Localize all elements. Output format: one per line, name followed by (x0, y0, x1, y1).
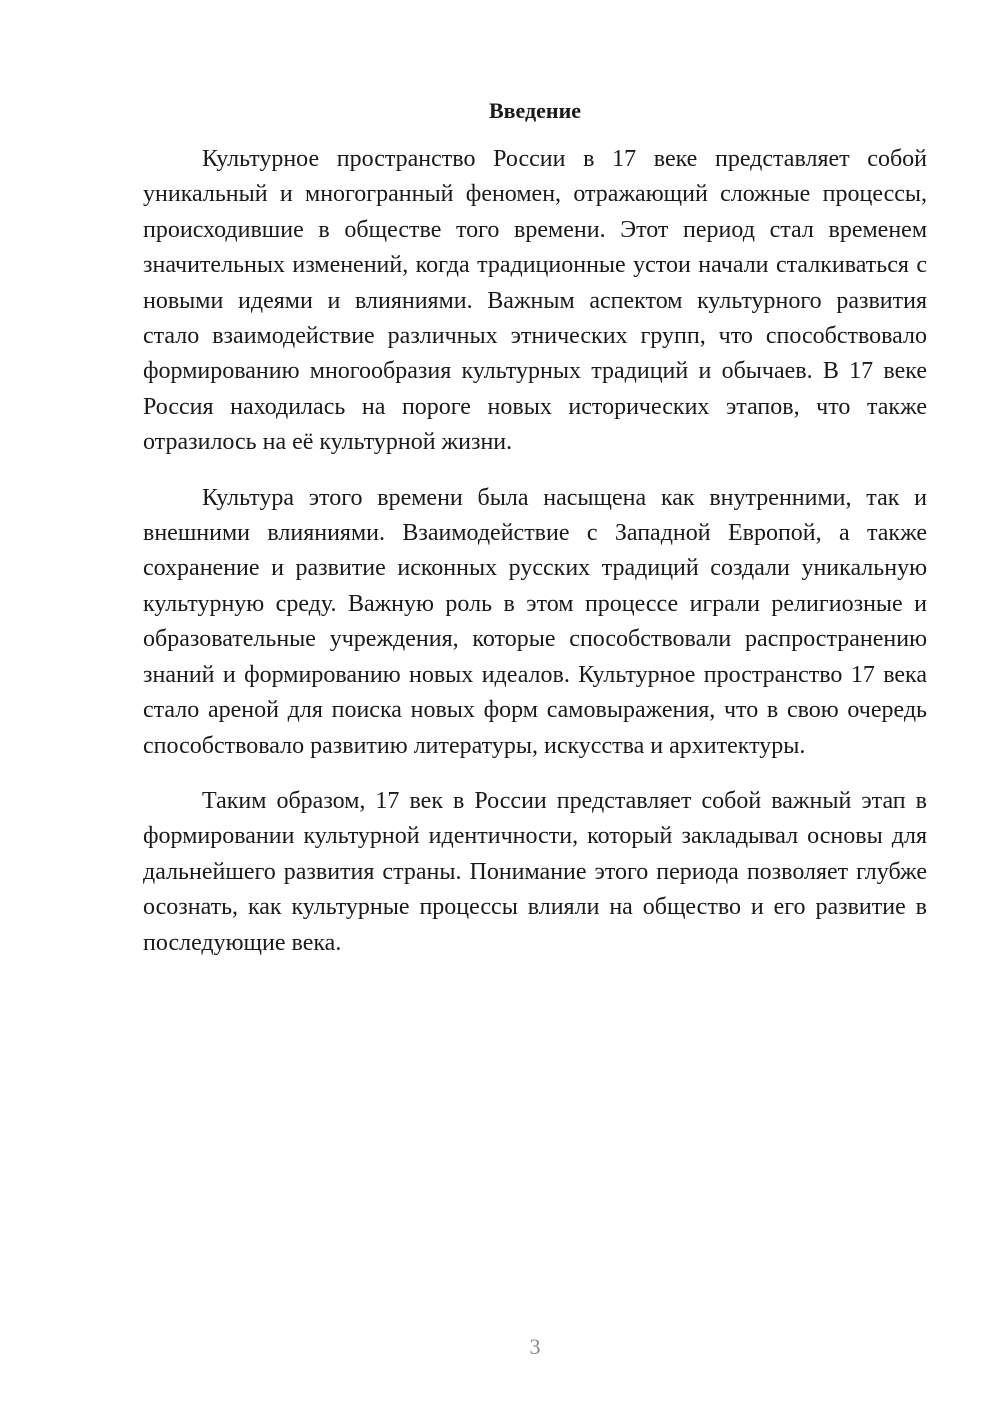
page-number: 3 (529, 1334, 541, 1359)
body-text (143, 142, 927, 981)
paragraph-2: Культура этого времени была насыщена как внутренними, так и внешними влияниями. Взаимодействие с Западной Европой, а также сохранение и развитие исконных русских традиций создали уникальную культурную среду. Важную роль в этом процессе играли религиозные и образовательные учреждения, которые способствовали распространению знаний и формированию новых идеалов. Культурное пространство 17 века стало ареной для поиска новых форм самовыражения, что в свою очередь способствовало развитию литературы, искусства и архитектуры. (143, 484, 927, 759)
paragraph-1: Культурное пространство России в 17 веке представляет собой уникальный и многогранный феномен, отражающий сложные процессы, происходившие в обществе того времени. Этот период стал временем значительных изменений, когда традиционные устои начали сталкиваться с новыми идеями и влияниями. Важным аспектом культурного развития стало взаимодействие различных этнических групп, что способствовало формированию многообразия культурных традиций и обычаев. В 17 веке Россия находилась на пороге новых исторических этапов, что также отразилось на её культурной жизни. (143, 146, 927, 456)
paragraph-3: Таким образом, 17 век в России представляет собой важный этап в формировании культурной идентичности, который закладывал основы для дальнейшего развития страны. Понимание этого периода позволяет глубже осознать, как культурные процессы влияли на общество и его развитие в последующие века. (143, 787, 927, 956)
section-heading: Введение (488, 98, 582, 123)
